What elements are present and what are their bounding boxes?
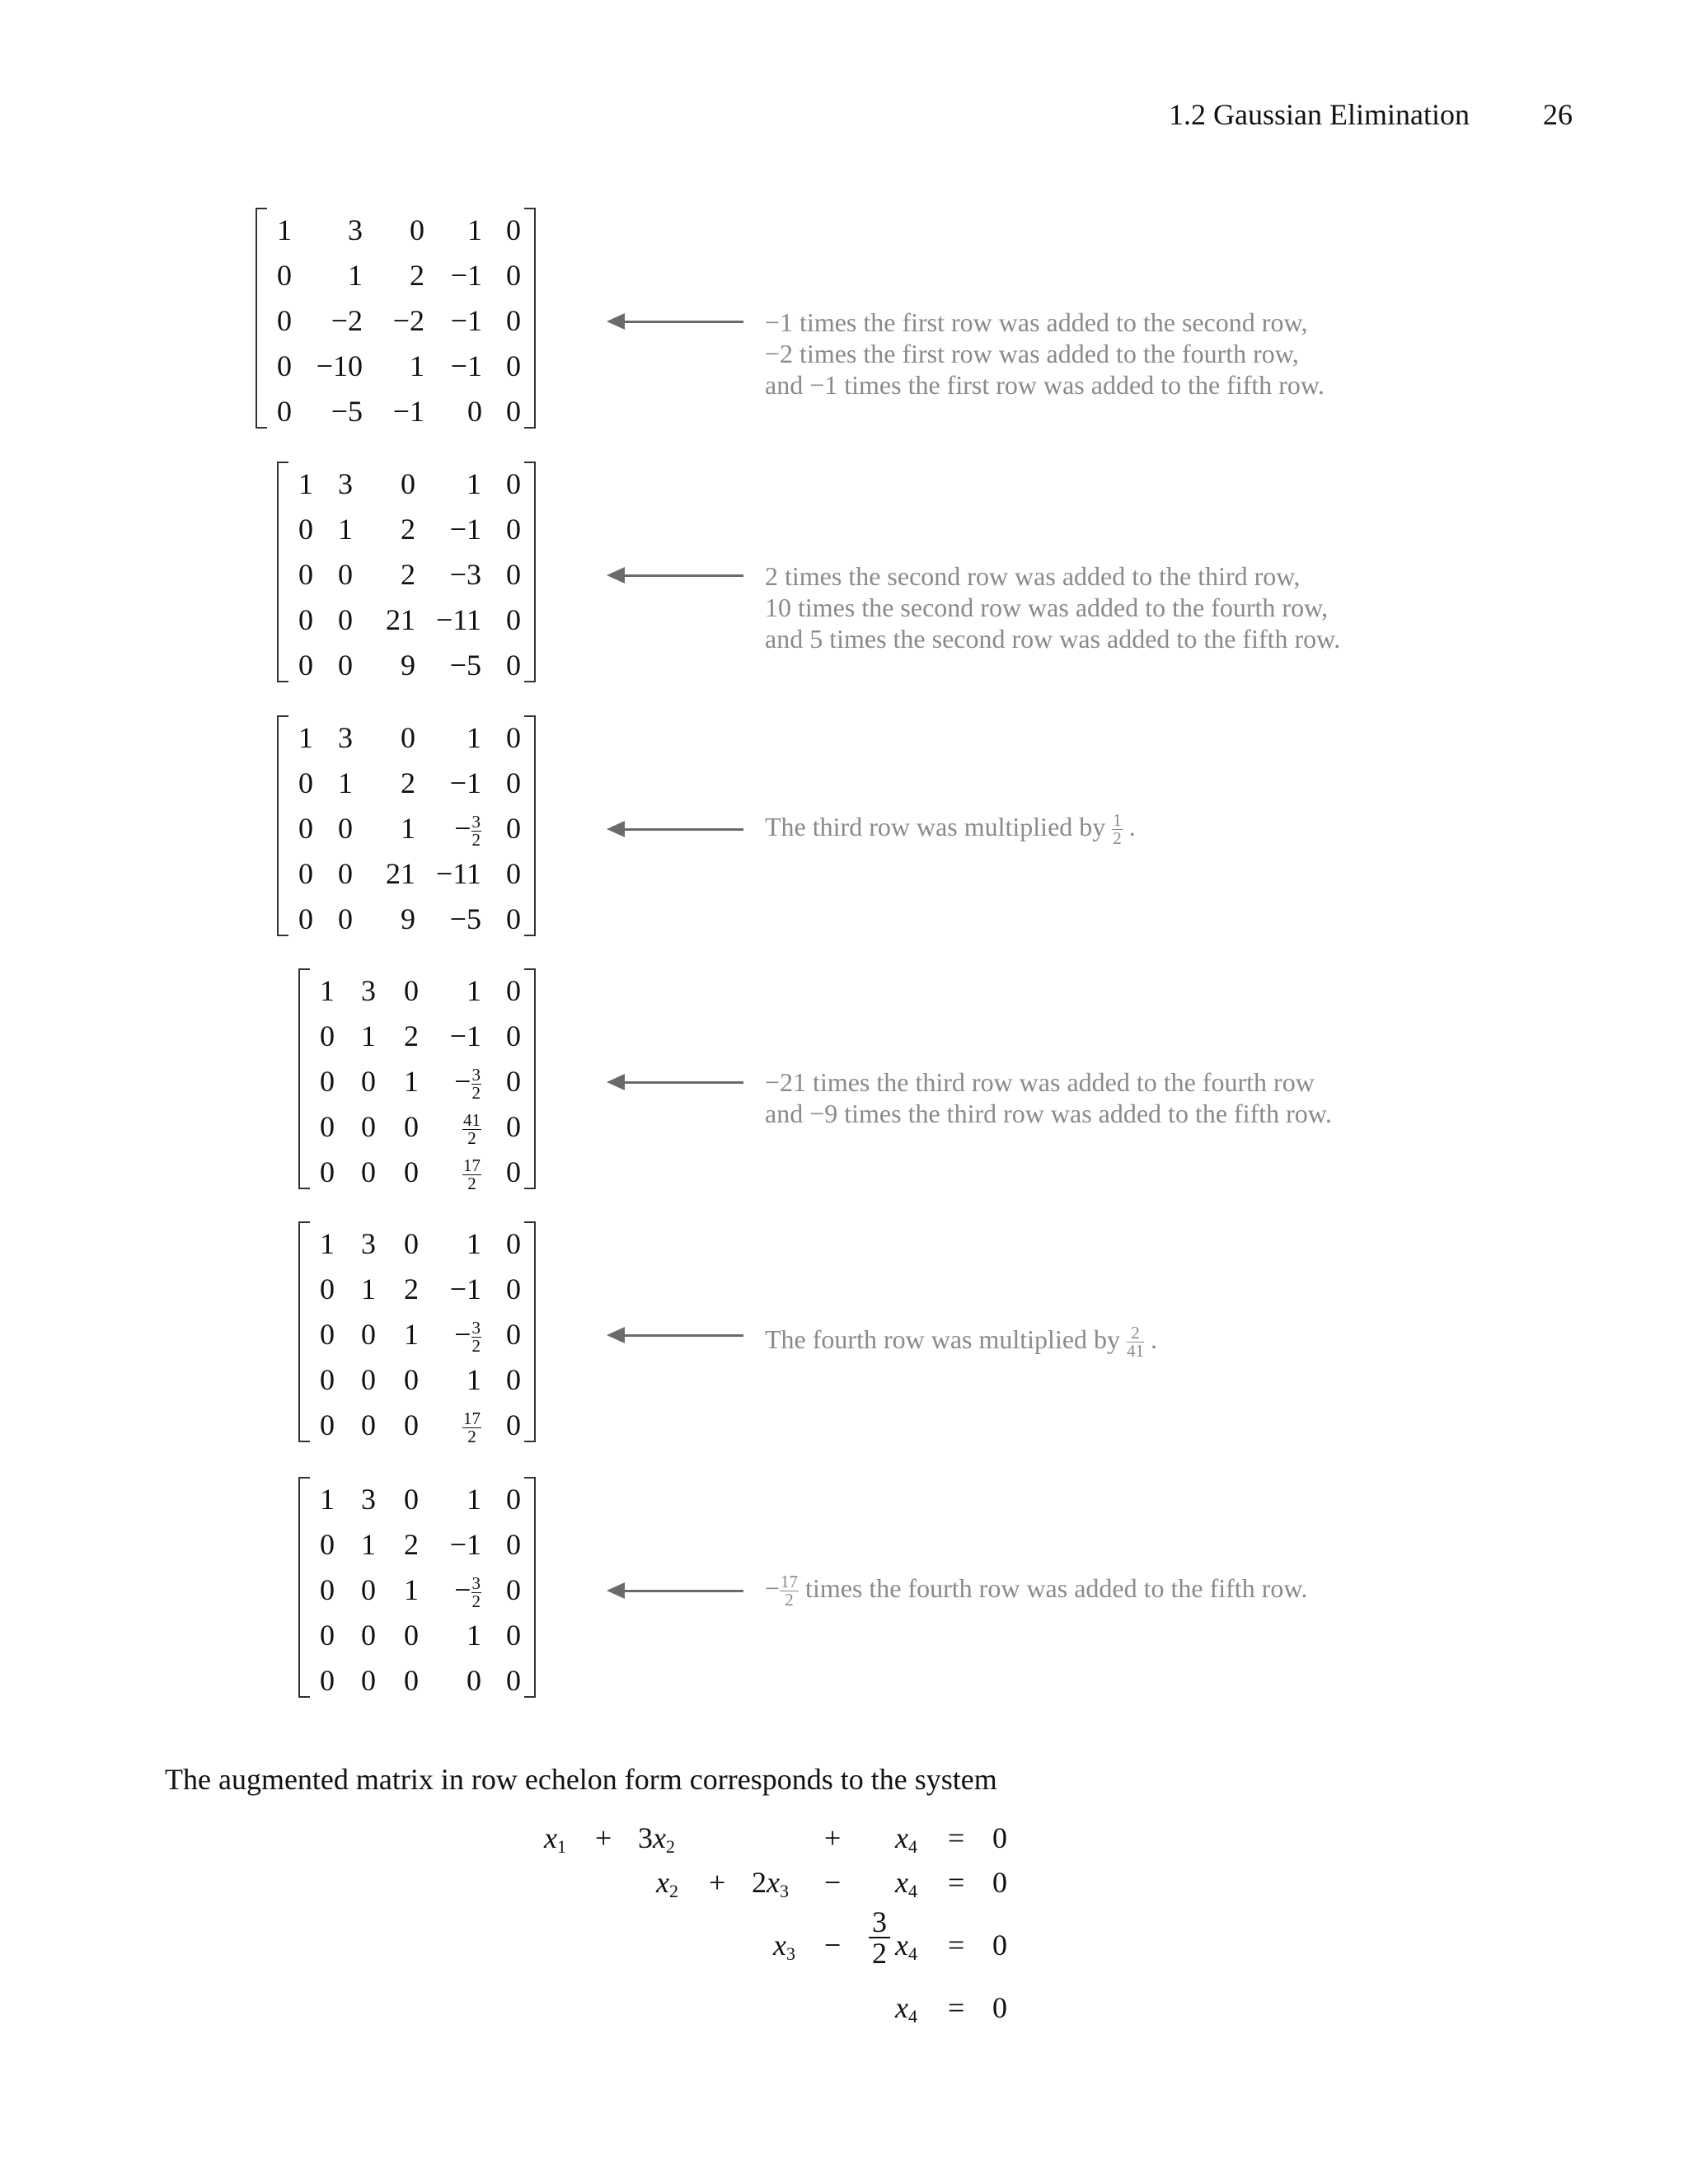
matrix-cell: 0 — [404, 1110, 419, 1143]
matrix-cell: 0 — [277, 259, 292, 292]
matrix-cell: 0 — [320, 1664, 335, 1697]
matrix-cell: 0 — [361, 1318, 376, 1351]
matrix-cell: 0 — [338, 812, 353, 845]
matrix-cell: 2 — [404, 1019, 419, 1052]
plus-sign: + — [709, 1866, 726, 1899]
matrix-cell: −2 — [392, 304, 424, 337]
matrix-cell: 0 — [404, 1408, 419, 1441]
fraction: $\frac{1}{2}$ — [1113, 810, 1122, 849]
matrix-cell: 3 — [338, 467, 353, 500]
left-bracket — [277, 715, 288, 936]
left-bracket — [298, 1221, 310, 1442]
matrix-cell: 0 — [320, 1408, 335, 1441]
operation-note: The third row was multiplied by $\frac{1}{2}$ . — [765, 810, 1136, 849]
matrix-cell: 2 — [410, 259, 424, 292]
matrix-cell: 0 — [338, 558, 353, 591]
matrix-cell: 0 — [338, 603, 353, 636]
matrix-cell: 1 — [467, 1227, 481, 1260]
augmented-matrix — [298, 1221, 536, 1447]
x4-term: $x_4$ — [895, 1866, 917, 1901]
matrix-cell: 2 — [401, 513, 415, 546]
operation-note — [765, 560, 1340, 654]
right-hand-side: 0 — [992, 1991, 1007, 2024]
fraction: $\frac{3}{2}$ — [471, 1318, 481, 1357]
matrix-cell: 1 — [361, 1528, 376, 1561]
note-line: −2 times the first row was added to the fourth row, — [765, 339, 1299, 368]
fraction: $\frac{17}{2}$ — [781, 1572, 799, 1610]
equals-sign: = — [948, 1929, 965, 1961]
matrix-cell: 1 — [467, 974, 481, 1007]
plus-sign: + — [595, 1821, 612, 1854]
matrix-cell: 2 — [401, 766, 415, 799]
matrix-cell — [462, 1150, 481, 1195]
matrix-cell: −1 — [450, 304, 482, 337]
matrix-cell: 0 — [361, 1408, 376, 1441]
matrix-cell: 0 — [338, 649, 353, 682]
matrix-cell: 1 — [467, 213, 482, 246]
x4-term: $x_4$ — [895, 1929, 917, 1964]
matrix-cell: 0 — [298, 513, 313, 546]
body-paragraph: The augmented matrix in row echelon form corresponds to the system — [165, 1763, 997, 1796]
matrix-cell: 0 — [506, 603, 521, 636]
matrix-cell: 0 — [506, 1019, 521, 1052]
augmented-matrix — [256, 208, 536, 429]
matrix-cell: −1 — [449, 1019, 481, 1052]
matrix-cell: 0 — [404, 1227, 419, 1260]
matrix-cell: 1 — [361, 1019, 376, 1052]
matrix-cell: −5 — [449, 649, 481, 682]
right-bracket — [524, 715, 536, 936]
matrix-cell: 0 — [506, 1619, 521, 1652]
matrix-cell: 0 — [506, 1272, 521, 1305]
augmented-matrix — [277, 462, 536, 682]
note-line: and 5 times the second row was added to the fifth row. — [765, 624, 1341, 654]
left-arrow-icon — [607, 313, 743, 330]
left-bracket — [277, 462, 288, 682]
right-hand-side: 0 — [992, 1866, 1007, 1899]
matrix-cell: 0 — [401, 721, 415, 754]
matrix-cell: 1 — [361, 1272, 376, 1305]
matrix-cell: 0 — [320, 1155, 335, 1188]
matrix-cell: 0 — [298, 603, 313, 636]
note-line: −1 times the first row was added to the second row, — [765, 307, 1308, 337]
matrix-cell: 0 — [506, 1363, 521, 1396]
matrix-cell: 0 — [506, 1664, 521, 1697]
page-number: 26 — [1543, 98, 1573, 131]
note-line: 2 times the second row was added to the third row, — [765, 561, 1301, 591]
matrix-cell: 0 — [506, 467, 521, 500]
matrix-cell: −1 — [449, 513, 481, 546]
matrix-cell: −11 — [436, 603, 481, 636]
matrix-cell: 1 — [320, 1483, 335, 1516]
matrix-cell: 0 — [298, 558, 313, 591]
left-arrow-icon — [607, 821, 743, 837]
matrix-cell: −2 — [331, 304, 363, 337]
matrix-cell: −1 — [449, 766, 481, 799]
operation-note — [765, 1066, 1332, 1129]
matrix-cell: 1 — [401, 812, 415, 845]
matrix-cell: 0 — [506, 513, 521, 546]
matrix-cell: 0 — [506, 857, 521, 890]
matrix-cell: 0 — [467, 395, 482, 428]
left-arrow-icon — [607, 567, 743, 583]
matrix-cell: −11 — [436, 857, 481, 890]
left-bracket — [298, 1477, 310, 1698]
matrix-cell: 9 — [401, 649, 415, 682]
operation-note: − $\frac{17}{2}$ times the fourth row was added to the fifth row. — [765, 1572, 1308, 1610]
matrix-cell: 1 — [467, 467, 481, 500]
matrix-cell: 0 — [320, 1318, 335, 1351]
matrix-cell: − $\frac{3}{2}$ — [454, 1318, 481, 1357]
x4-term: $x_4$ — [895, 1991, 917, 2027]
matrix-cell: 0 — [506, 1573, 521, 1606]
right-bracket — [524, 1221, 536, 1442]
matrix-cell: 1 — [348, 259, 363, 292]
matrix-cell: 21 — [386, 603, 415, 636]
matrix-cell: 0 — [506, 1528, 521, 1561]
matrix-cell: 1 — [467, 1363, 481, 1396]
matrix-cell: 0 — [506, 213, 521, 246]
matrix-cell: 0 — [298, 812, 313, 845]
matrix-cell: − $\frac{3}{2}$ — [454, 1573, 481, 1612]
fraction: $\frac{17}{2}$ — [463, 1155, 481, 1194]
x2-term: $3x_2$ — [638, 1821, 675, 1857]
fraction: $\frac{2}{41}$ — [1127, 1323, 1145, 1361]
matrix-cell: 0 — [401, 467, 415, 500]
matrix-cell: 1 — [404, 1065, 419, 1098]
right-hand-side: 0 — [992, 1929, 1007, 1961]
matrix-cell: 0 — [467, 1664, 481, 1697]
matrix-cell: 3 — [361, 1483, 376, 1516]
fraction: $\frac{3}{2}$ — [471, 1065, 481, 1104]
matrix-cell: 1 — [320, 974, 335, 1007]
matrix-cell: 0 — [298, 766, 313, 799]
left-arrow-icon — [607, 1582, 743, 1599]
matrix-cell: 0 — [298, 902, 313, 935]
matrix-cell: 0 — [361, 1065, 376, 1098]
augmented-matrix — [298, 1477, 536, 1698]
matrix-cell: 0 — [506, 649, 521, 682]
matrix-cell: 0 — [506, 766, 521, 799]
matrix-cell: 0 — [506, 902, 521, 935]
operator-sign: + — [824, 1821, 842, 1854]
matrix-cell: 0 — [361, 1664, 376, 1697]
fraction: $\frac{41}{2}$ — [463, 1110, 481, 1149]
matrix-cell: 3 — [361, 974, 376, 1007]
matrix-cell: 0 — [506, 558, 521, 591]
equals-sign: = — [948, 1821, 965, 1854]
matrix-cell: −1 — [449, 1528, 481, 1561]
note-line: and −1 times the first row was added to the fifth row. — [765, 370, 1325, 400]
matrix-cell — [462, 1403, 481, 1448]
augmented-matrix — [277, 715, 536, 936]
matrix-cell: 0 — [506, 1227, 521, 1260]
left-arrow-icon — [607, 1074, 743, 1090]
matrix-cell: 1 — [338, 513, 353, 546]
operation-note: The fourth row was multiplied by $\frac{2}{41}$ . — [765, 1323, 1158, 1361]
matrix-cell: 3 — [361, 1227, 376, 1260]
x1-term: $x_1$ — [544, 1821, 566, 1857]
matrix-cell: 21 — [386, 857, 415, 890]
matrix-cell: 0 — [361, 1155, 376, 1188]
matrix-cell: 0 — [506, 974, 521, 1007]
fraction: $\frac{3}{2}$ — [471, 812, 481, 851]
matrix-cell: 1 — [298, 721, 313, 754]
right-bracket — [524, 208, 536, 429]
matrix-cell: 0 — [320, 1528, 335, 1561]
matrix-cell: 0 — [410, 213, 424, 246]
matrix-cell: 0 — [338, 902, 353, 935]
matrix-cell: −5 — [449, 902, 481, 935]
matrix-cell: 0 — [361, 1619, 376, 1652]
operator-sign: − — [824, 1929, 842, 1961]
matrix-cell: 2 — [404, 1272, 419, 1305]
matrix-cell: 3 — [348, 213, 363, 246]
note-line: 10 times the second row was added to the fourth row, — [765, 593, 1329, 622]
section-title: 1.2 Gaussian Elimination — [1169, 98, 1470, 131]
matrix-cell: 0 — [506, 259, 521, 292]
matrix-cell: 1 — [298, 467, 313, 500]
matrix-cell: 1 — [467, 1619, 481, 1652]
matrix-cell: 9 — [401, 902, 415, 935]
matrix-cell: 0 — [404, 1664, 419, 1697]
matrix-cell: 0 — [506, 1318, 521, 1351]
operation-note — [765, 307, 1325, 401]
equals-sign: = — [948, 1866, 965, 1899]
matrix-cell: 0 — [404, 974, 419, 1007]
matrix-cell: 0 — [277, 304, 292, 337]
matrix-cell: 1 — [320, 1227, 335, 1260]
matrix-cell: 0 — [506, 1110, 521, 1143]
fraction: $\frac{3}{2}$ — [471, 1573, 481, 1612]
x3-term: $x_3$ — [773, 1929, 795, 1964]
matrix-cell: 2 — [401, 558, 415, 591]
matrix-cell: 0 — [404, 1619, 419, 1652]
matrix-cell: − $\frac{3}{2}$ — [454, 1065, 481, 1104]
matrix-cell: 0 — [506, 721, 521, 754]
matrix-cell: 0 — [506, 1483, 521, 1516]
matrix-cell: −3 — [449, 558, 481, 591]
matrix-cell: 0 — [404, 1155, 419, 1188]
matrix-cell: 0 — [277, 349, 292, 382]
equals-sign: = — [948, 1991, 965, 2024]
matrix-cell: −10 — [316, 349, 363, 382]
operator-sign: − — [824, 1866, 842, 1899]
matrix-cell: −1 — [450, 259, 482, 292]
matrix-cell: −5 — [331, 395, 363, 428]
x2-term: $x_2$ — [656, 1866, 678, 1901]
matrix-cell: −1 — [392, 395, 424, 428]
matrix-cell: 0 — [506, 1065, 521, 1098]
augmented-matrix — [298, 968, 536, 1194]
matrix-cell: 0 — [506, 1155, 521, 1188]
matrix-cell: 1 — [410, 349, 424, 382]
fraction: $\frac{17}{2}$ — [463, 1408, 481, 1447]
matrix-cell: 0 — [506, 349, 521, 382]
matrix-cell: 3 — [338, 721, 353, 754]
matrix-cell: 0 — [320, 1573, 335, 1606]
matrix-cell: 0 — [404, 1363, 419, 1396]
matrix-cell: 1 — [404, 1573, 419, 1606]
matrix-cell: 0 — [320, 1272, 335, 1305]
matrix-cell: 0 — [320, 1363, 335, 1396]
matrix-cell: 1 — [338, 766, 353, 799]
matrix-cell: 0 — [298, 649, 313, 682]
matrix-cell: 1 — [404, 1318, 419, 1351]
x4-term: $x_4$ — [895, 1821, 917, 1857]
x3-term: $2x_3$ — [752, 1866, 789, 1901]
right-bracket — [524, 1477, 536, 1698]
matrix-cell: 0 — [361, 1573, 376, 1606]
right-bracket — [524, 462, 536, 682]
right-bracket — [524, 968, 536, 1189]
matrix-cell — [462, 1104, 481, 1150]
matrix-cell: 1 — [277, 213, 292, 246]
matrix-cell: −1 — [450, 349, 482, 382]
matrix-cell: 0 — [320, 1619, 335, 1652]
matrix-cell: −1 — [449, 1272, 481, 1305]
matrix-cell: 1 — [467, 721, 481, 754]
matrix-cell: 0 — [320, 1065, 335, 1098]
note-line: −21 times the third row was added to the fourth row — [765, 1067, 1315, 1097]
matrix-cell: 0 — [320, 1019, 335, 1052]
matrix-cell: 0 — [361, 1363, 376, 1396]
matrix-cell: 0 — [320, 1110, 335, 1143]
matrix-cell: 0 — [298, 857, 313, 890]
matrix-cell: 0 — [506, 304, 521, 337]
matrix-cell: 0 — [277, 395, 292, 428]
matrix-cell: 0 — [506, 1408, 521, 1441]
matrix-cell: 0 — [338, 857, 353, 890]
left-bracket — [298, 968, 310, 1189]
coefficient-fraction: $\frac{3}{2}$ — [869, 1907, 890, 1968]
matrix-cell: 0 — [361, 1110, 376, 1143]
left-arrow-icon — [607, 1327, 743, 1343]
matrix-cell: 0 — [506, 812, 521, 845]
note-line: and −9 times the third row was added to the fifth row. — [765, 1099, 1332, 1128]
right-hand-side: 0 — [992, 1821, 1007, 1854]
matrix-cell: 0 — [404, 1483, 419, 1516]
matrix-cell: 0 — [506, 395, 521, 428]
matrix-cell: − $\frac{3}{2}$ — [454, 812, 481, 851]
matrix-cell: 2 — [404, 1528, 419, 1561]
left-bracket — [256, 208, 267, 429]
matrix-cell: 1 — [467, 1483, 481, 1516]
